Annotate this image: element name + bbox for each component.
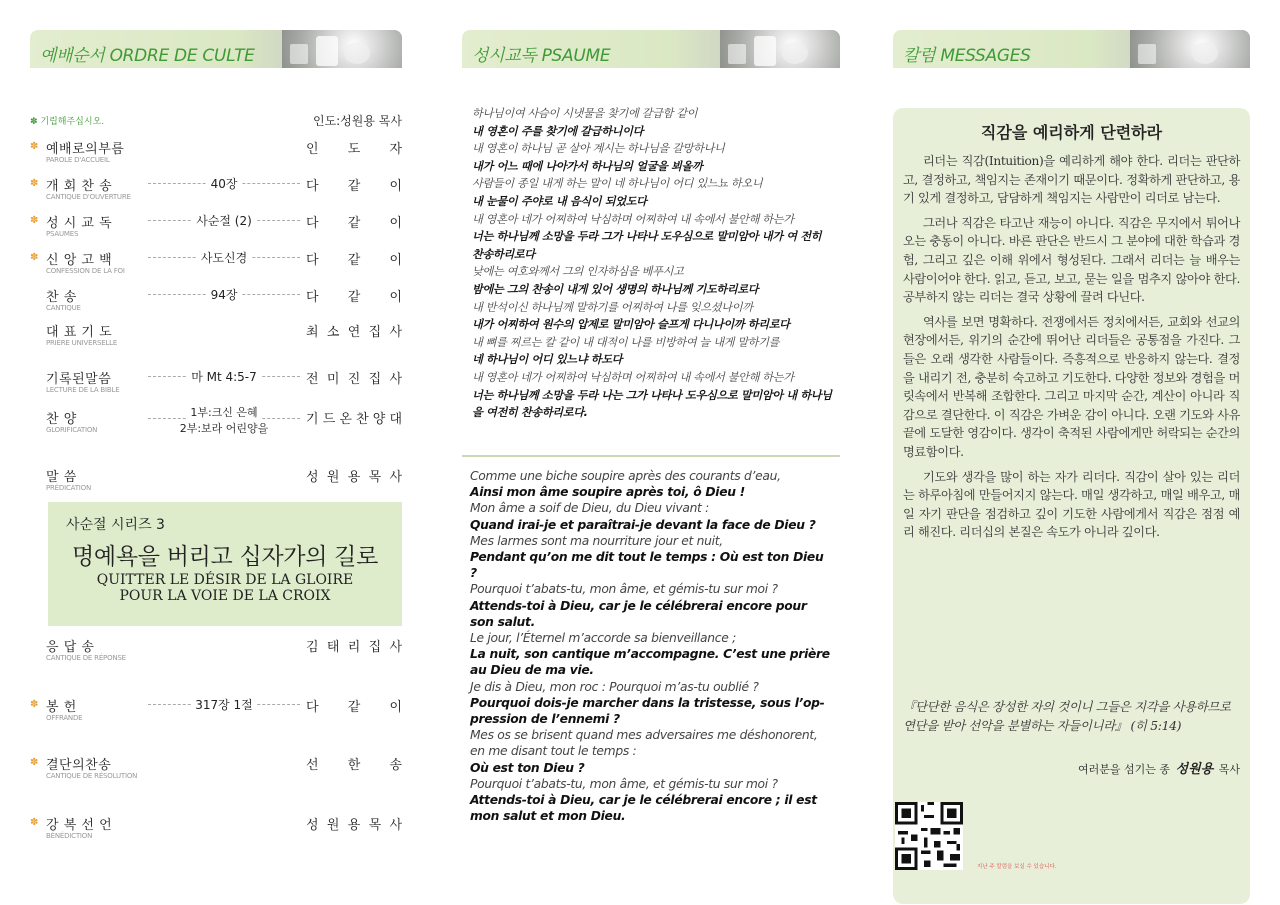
standing-marker: ✽ bbox=[30, 817, 39, 828]
leader-label: 인도:성원용 목사 bbox=[312, 114, 402, 128]
order-item-french: PAROLE D'ACCUEIL bbox=[46, 156, 110, 164]
coffee-cup-photo bbox=[1130, 30, 1250, 68]
message-paragraph: 기도와 생각을 많이 하는 자가 리더다. 직감이 살아 있는 리더는 하루아침에 만들어지지 않는다. 매일 생각하고, 매일 배우고, 매일 자기 판단을 점검하고 깊이 기도한 사람에게서 직감은 점점 예리 해진다. 리더십의 본질은 속도가 아니라 깊이다. bbox=[903, 469, 1240, 540]
psalm-response-line: Attends-toi à Dieu, car je le célébrerai encore pour son salut. bbox=[470, 598, 807, 629]
psalm-leader-line: Je dis à Dieu, mon roc : Pourquoi m’as-tu oublié ? bbox=[470, 679, 759, 694]
order-item-french: LECTURE DE LA BIBLE bbox=[46, 386, 120, 394]
psalm-leader-line: 내 영혼이 하나님 곧 살아 계시는 하나님을 갈망하나니 bbox=[472, 142, 725, 156]
worship-order-column bbox=[30, 30, 402, 840]
psalm-header-title: 성시교독 PSAUME bbox=[472, 46, 611, 66]
order-item-french: CONFESSION DE LA FOI bbox=[46, 267, 125, 275]
qr-code[interactable] bbox=[895, 802, 963, 870]
order-item-french: PRÉDICATION bbox=[46, 484, 91, 492]
order-item-leader: 다 같 이 bbox=[306, 216, 402, 231]
order-item-detail: 94장 bbox=[148, 286, 300, 303]
order-item-leader: 전 미 진 집 사 bbox=[306, 372, 402, 387]
standing-marker: ✽ bbox=[30, 699, 39, 710]
order-item-leader: 다 같 이 bbox=[306, 253, 402, 268]
message-paragraph: 역사를 보면 명확하다. 전쟁에서든 정치에서든, 교회와 선교의 현장에서든, 위기의 순간에 뛰어난 리더들은 공통점을 가진다. 그들은 오래 생각한 사람들이다. 즉흥적으로 반응하지 않는다. 결정을 내리기 전, 충분히 숙고하고 기도한다. 다양한 정보와 경험을 머릿속에서 반복해 조합한다. 그리고 마지막 순간, 계산이 아니라 직감으로 결단한다. 이 직감은 가벼운 감이 아니다. 오랜 기도와 사유 끝에 도달한 영감이다. 생각이 축적된 사람에게만 허락되는 순간의 명료함이다. bbox=[903, 314, 1240, 459]
psalm-response-line: Attends-toi à Dieu, car je le célébrerai encore ; il est mon salut et mon Dieu. bbox=[470, 793, 817, 824]
order-item bbox=[30, 249, 402, 281]
order-item-detail: 317장 1절 bbox=[148, 696, 300, 713]
series-title-fr-line-1: QUITTER LE DÉSIR DE LA GLOIRE bbox=[96, 572, 354, 588]
standing-marker: ✽ bbox=[30, 178, 39, 189]
order-item-leader: 성 원 용 목 사 bbox=[306, 818, 402, 833]
psalm-leader-line: Comme une biche soupire après des courants d’eau, bbox=[470, 469, 781, 483]
psalm-response-line: Quand irai-je et paraîtrai-je devant la face de Dieu ? bbox=[470, 517, 816, 532]
psalm-response-line: 내가 어느 때에 나아가서 하나님의 얼굴을 뵈올까 bbox=[472, 159, 703, 173]
message-column bbox=[893, 30, 1250, 870]
psalm-french bbox=[470, 468, 834, 824]
order-item bbox=[30, 814, 402, 846]
order-item-french: PRIÈRE UNIVERSELLE bbox=[46, 339, 118, 347]
order-item-name: 찬 양 bbox=[46, 412, 77, 427]
candles-photo bbox=[720, 30, 840, 68]
order-item-name: 결단의찬송 bbox=[46, 758, 112, 773]
standing-marker: ✽ bbox=[30, 757, 39, 768]
order-item bbox=[30, 212, 402, 244]
psalm-response-line: 너는 하나님께 소망을 두라 나는 그가 나타나 도우심으로 말미암아 내 하나님을 여전히 찬송하리로다. bbox=[472, 388, 832, 420]
signature-name: 성원용 bbox=[1175, 762, 1214, 777]
order-item-french: CANTIQUE bbox=[46, 304, 81, 312]
order-item-leader: 김 태 리 집 사 bbox=[306, 640, 402, 655]
order-item bbox=[30, 138, 402, 170]
order-item-leader: 성 원 용 목 사 bbox=[306, 470, 402, 485]
order-item bbox=[30, 636, 402, 668]
psalm-response-line: 네 하나님이 어디 있느냐 하도다 bbox=[472, 353, 623, 367]
order-item-french: GLORIFICATION bbox=[46, 426, 98, 434]
psalm-column bbox=[462, 30, 840, 824]
order-item-detail: 마 Mt 4:5-7 bbox=[148, 368, 300, 385]
psalm-leader-line: 낮에는 여호와께서 그의 인자하심을 베푸시고 bbox=[472, 265, 684, 279]
order-item-name: 예배로의부름 bbox=[46, 142, 125, 157]
order-item-detail: 사순절 (2) bbox=[148, 212, 300, 229]
message-body bbox=[903, 152, 1240, 548]
psalm-header bbox=[462, 30, 840, 68]
message-paragraph: 리더는 직감(Intuition)을 예리하게 해야 한다. 리더는 판단하고, 결정하고, 책임지는 존재이기 때문이다. 정확하게 판단하고, 용기 있게 결정하고, 담담하게 책임지는 사람만이 리더로 남는다. bbox=[903, 154, 1240, 206]
order-item-french: BÉNÉDICTION bbox=[46, 832, 93, 840]
please-stand-note: ✽ 기립해주십시오. bbox=[30, 117, 105, 127]
order-item-french: CANTIQUE DE RÉSOLUTION bbox=[46, 772, 138, 780]
order-item-name: 찬 송 bbox=[46, 290, 77, 305]
sermon-series-box bbox=[48, 502, 402, 626]
order-item-leader: 기 드 온 찬 양 대 bbox=[306, 412, 402, 427]
worship-header-title: 예배순서 ORDRE DE CULTE bbox=[40, 46, 255, 66]
psalm-response-line: Où est ton Dieu ? bbox=[470, 760, 585, 775]
qr-note: 지난 주 칼럼을 보실 수 있습니다. bbox=[977, 864, 1057, 870]
standing-marker: ✽ bbox=[30, 252, 39, 263]
signature-prefix: 여러분을 섬기는 종 bbox=[1078, 763, 1171, 776]
psalm-response-line: 밤에는 그의 찬송이 내게 있어 생명의 하나님께 기도하리로다 bbox=[472, 282, 759, 296]
order-item bbox=[30, 368, 402, 400]
order-item-name: 봉 헌 bbox=[46, 700, 77, 715]
order-item bbox=[30, 754, 402, 786]
order-item-french: CANTIQUE DE RÉPONSE bbox=[46, 654, 126, 662]
bible-verse: 『단단한 음식은 장성한 자의 것이니 그들은 지각을 사용하므로 연단을 받아 선악을 분별하는 자들이니라』 (히 5:14) bbox=[903, 699, 1231, 733]
psalm-response-line: La nuit, son cantique m’accompagne. C’est une prière au Dieu de ma vie. bbox=[470, 647, 830, 678]
order-item bbox=[30, 696, 402, 728]
worship-header bbox=[30, 30, 402, 68]
order-item-name: 신 앙 고 백 bbox=[46, 253, 113, 268]
psalm-response-line: 내 눈물이 주야로 내 음식이 되었도다 bbox=[472, 194, 647, 208]
order-item-leader: 다 같 이 bbox=[306, 700, 402, 715]
psalm-leader-line: 내 영혼아 네가 어찌하여 낙심하며 어찌하여 내 속에서 불안해 하는가 bbox=[472, 212, 794, 226]
psalm-response-line: Pendant qu’on me dit tout le temps : Où est ton Dieu ? bbox=[470, 550, 824, 581]
psalm-leader-line: Mon âme a soif de Dieu, du Dieu vivant : bbox=[470, 501, 710, 516]
standing-marker: ✽ bbox=[30, 141, 39, 152]
series-label: 사순절 시리즈 3 bbox=[66, 517, 165, 533]
order-item-name: 대 표 기 도 bbox=[46, 325, 113, 340]
psalm-leader-line: 내 뼈를 찌르는 칼 같이 내 대적이 나를 비방하여 늘 내게 말하기를 bbox=[472, 335, 780, 349]
candles-photo bbox=[282, 30, 402, 68]
order-item-leader: 다 같 이 bbox=[306, 179, 402, 194]
order-item-name: 기록된말씀 bbox=[46, 372, 112, 387]
psalm-leader-line: Mes os se brisent quand mes adversaires me déshonorent, en me disant tout le temps : bbox=[470, 728, 818, 759]
order-item bbox=[30, 286, 402, 318]
psalm-response-line: 내 영혼이 주를 찾기에 갈급하니이다 bbox=[472, 124, 644, 138]
psalm-leader-line: Pourquoi t’abats-tu, mon âme, et gémis-tu sur moi ? bbox=[470, 582, 778, 597]
order-item bbox=[30, 321, 402, 353]
order-item-french: OFFRANDE bbox=[46, 714, 83, 722]
psalm-leader-line: 내 반석이신 하나님께 말하기를 어찌하여 나를 잊으셨나이까 bbox=[472, 300, 753, 314]
psalm-leader-line: Le jour, l’Éternel m’accorde sa bienveillance ; bbox=[470, 631, 736, 646]
order-item-detail: 40장 bbox=[148, 175, 300, 192]
message-header bbox=[893, 30, 1250, 68]
message-paragraph: 그러나 직감은 타고난 재능이 아니다. 직감은 무지에서 튀어나오는 충동이 아니다. 바른 판단은 반드시 그 분야에 대한 학습과 경험, 그리고 깊은 이해 위에서 형성된다. 그래서 리더는 늘 배우는 사람이어야 한다. 읽고, 듣고, 보고, 묻는 일을 멈추지 않아야 한다. 공부하지 않는 리더는 결국 상황에 끌려 다닌다. bbox=[903, 215, 1240, 305]
order-item bbox=[30, 175, 402, 207]
message-title: 직감을 예리하게 단련하라 bbox=[980, 123, 1163, 142]
psalm-response-line: 너는 하나님께 소망을 두라 그가 나타나 도우심으로 말미암아 내가 여 전히 찬송하리로다 bbox=[472, 230, 822, 261]
signature-suffix: 목사 bbox=[1218, 763, 1240, 776]
order-item-detail: 사도신경 bbox=[148, 249, 300, 266]
psalm-leader-line: 내 영혼아 네가 어찌하여 낙심하며 어찌하여 내 속에서 불안해 하는가 bbox=[472, 370, 794, 384]
order-item-french: PSAUMES bbox=[46, 230, 79, 238]
psalm-response-line: Pourquoi dois-je marcher dans la tristesse, sous l’op- pression de l’ennemi ? bbox=[470, 695, 825, 727]
psalm-leader-line: Pourquoi t’abats-tu, mon âme, et gémis-tu sur moi ? bbox=[470, 776, 778, 791]
message-box bbox=[893, 108, 1250, 904]
series-title-fr-line-2: POUR LA VOIE DE LA CROIX bbox=[119, 588, 331, 604]
signature bbox=[1078, 758, 1240, 777]
order-item bbox=[30, 466, 402, 498]
psalm-leader-line: Mes larmes sont ma nourriture jour et nuit, bbox=[470, 533, 723, 548]
order-item-name: 성 시 교 독 bbox=[46, 216, 113, 231]
order-item-leader: 최 소 연 집 사 bbox=[306, 325, 402, 340]
psalm-leader-line: 사람들이 종일 내게 하는 말이 네 하나님이 어디 있느뇨 하오니 bbox=[472, 177, 763, 191]
psalm-leader-line: 하나님이여 사슴이 시냇물을 찾기에 갈급함 같이 bbox=[472, 107, 698, 120]
psalm-divider bbox=[462, 455, 840, 457]
psalm-response-line: 내가 어찌하여 원수의 압제로 말미암아 슬프게 다니나이까 하리로다 bbox=[472, 318, 790, 332]
series-title-ko: 명예욕을 버리고 십자가의 길로 bbox=[72, 544, 378, 570]
psalm-response-line: Ainsi mon âme soupire après toi, ô Dieu ! bbox=[470, 485, 745, 500]
order-item bbox=[30, 408, 402, 440]
order-item-name: 개 회 찬 송 bbox=[46, 179, 113, 194]
series-title-fr bbox=[48, 572, 402, 604]
order-item-french: CANTIQUE D'OUVERTURE bbox=[46, 193, 131, 201]
standing-marker: ✽ bbox=[30, 215, 39, 226]
order-item-name: 응 답 송 bbox=[46, 640, 95, 655]
order-item-leader: 인 도 자 bbox=[306, 142, 402, 157]
order-item-leader: 다 같 이 bbox=[306, 290, 402, 305]
psalm-korean bbox=[472, 105, 832, 422]
order-item-name: 말 씀 bbox=[46, 470, 77, 485]
order-item-detail: 1부:크신 은혜 2부:보라 어린양을 bbox=[148, 404, 300, 436]
message-header-title: 칼럼 MESSAGES bbox=[903, 46, 1031, 66]
order-item-leader: 선 한 송 bbox=[306, 758, 402, 773]
order-item-name: 강 복 선 언 bbox=[46, 818, 113, 833]
